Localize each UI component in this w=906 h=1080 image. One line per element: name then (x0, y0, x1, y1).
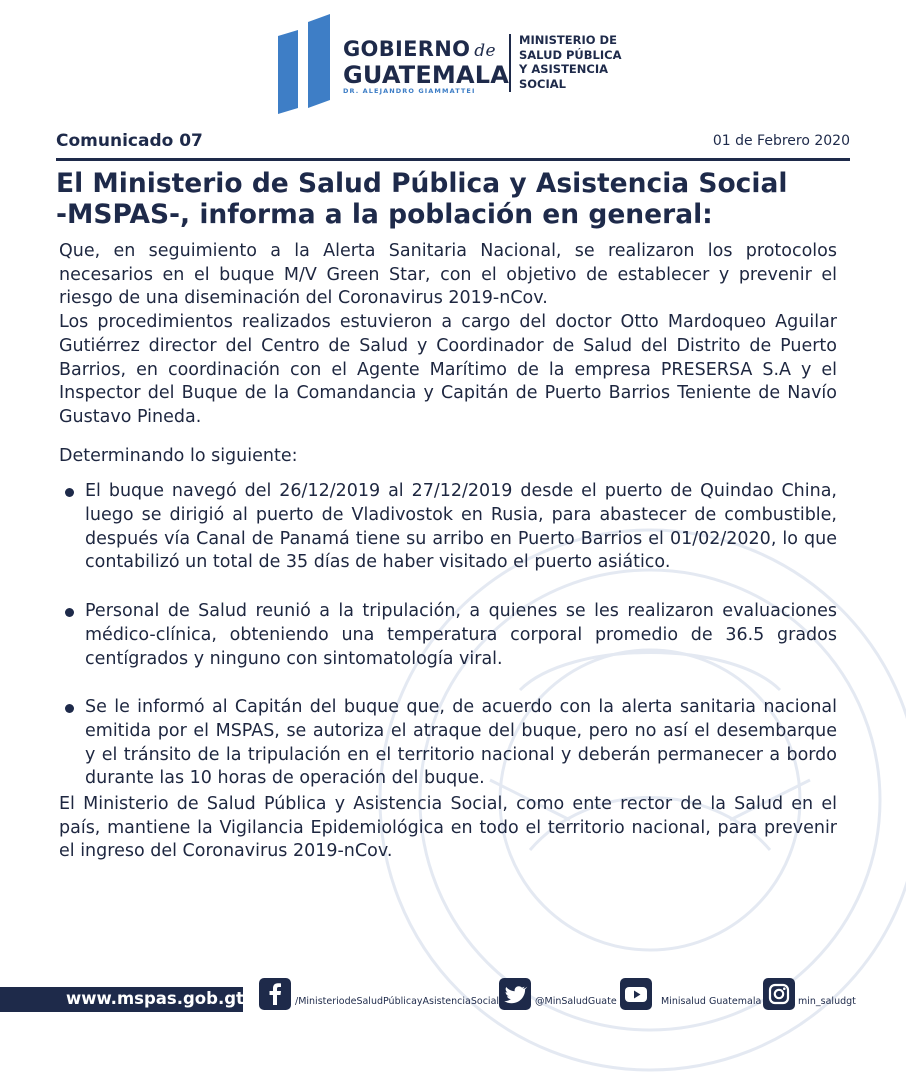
facebook-icon[interactable] (259, 978, 291, 1010)
instagram-handle[interactable]: min_saludgt (798, 996, 856, 1007)
twitter-icon[interactable] (499, 978, 531, 1010)
paragraph-procedures: Los procedimientos realizados estuvieron a cargo del doctor Otto Mardoqueo Aguilar Gutiérrez director del Centro de Salud y Coordinador de Salud del Distrito de Puerto Barrios, en coordinación con el Agente Marítimo de la empresa PRESERSA S.A y el Inspector del Buque de la Comandancia y Capitán de Puerto Barrios Teniente de Navío Gustavo Pineda. (59, 312, 837, 427)
bullet-icon (65, 608, 74, 617)
communique-date: 01 de Febrero 2020 (712, 133, 850, 149)
brand-subtitle: DR. ALEJANDRO GIAMMATTEI (343, 87, 476, 95)
title-line2: -MSPAS-, informa a la población en general: (56, 199, 713, 230)
list-item (59, 480, 837, 575)
communique-body (59, 240, 837, 864)
website-link[interactable]: www.mspas.gob.gt (66, 989, 244, 1008)
communique-number: Comunicado 07 (56, 131, 203, 151)
youtube-handle[interactable]: Minisalud Guatemala (661, 996, 762, 1007)
brand-wordmark (343, 37, 510, 95)
list-item (59, 600, 837, 671)
title-line1: El Ministerio de Salud Pública y Asistencia Social (56, 168, 788, 199)
header-rule (56, 158, 850, 161)
findings-list (59, 480, 837, 791)
paragraph-intro: Que, en seguimiento a la Alerta Sanitaria Nacional, se realizaron los protocolos necesarios en el buque M/V Green Star, con el objetivo de establecer y prevenir el riesgo de una diseminación del Coronavirus 2019-nCov. (59, 241, 837, 309)
ministry-line: MINISTERIO DE (519, 33, 617, 47)
instagram-icon[interactable] (763, 978, 795, 1010)
facebook-handle[interactable]: /MinisteriodeSaludPúblicayAsistenciaSocial (295, 996, 500, 1007)
brand-line2: GUATEMALA (343, 61, 510, 89)
brand-de: de (474, 41, 496, 61)
list-item (59, 696, 837, 791)
bullet-icon (65, 488, 74, 497)
gobierno-logo-icon (276, 14, 332, 114)
list-item-text: El buque navegó del 26/12/2019 al 27/12/2019 desde el puerto de Quindao China, luego se dirigió al puerto de Vladivostok en Rusia, para abastecer de combustible, después vía Canal de Panamá tiene su arribo en Puerto Barrios el 01/02/2020, lo que contabilizó un total de 35 días de haber visitado el puerto asiático. (85, 481, 837, 573)
bullet-icon (65, 704, 74, 713)
header-divider (509, 34, 511, 92)
ministry-line: SOCIAL (519, 76, 567, 91)
list-item-text: Se le informó al Capitán del buque que, de acuerdo con la alerta sanitaria nacional emitida por el MSPAS, se autoriza el atraque del buque, pero no así el desembarque y el tránsito de la tripulación en el territorio nacional y deberán permanecer a bordo durante las 10 horas de operación del buque. (85, 697, 837, 789)
paragraph-closing: El Ministerio de Salud Pública y Asistencia Social, como ente rector de la Salud en el país, mantiene la Vigilancia Epidemiológica en todo el territorio nacional, para prevenir el ingreso del Coronavirus 2019-nCov. (59, 794, 837, 862)
twitter-handle[interactable]: @MinSaludGuate (535, 996, 617, 1007)
ministry-line: SALUD PÚBLICA (519, 47, 622, 62)
list-item-text: Personal de Salud reunió a la tripulación, a quienes se les realizaron evaluaciones médico-clínica, obteniendo una temperatura corporal promedio de 36.5 grados centígrados y ninguno con sintomatología viral. (85, 601, 837, 669)
brand-line1: GOBIERNO (343, 37, 471, 61)
page-title (56, 168, 856, 230)
ministry-line: Y ASISTENCIA (519, 62, 609, 76)
paragraph-determining: Determinando lo siguiente: (59, 445, 298, 466)
youtube-icon[interactable] (620, 978, 652, 1010)
ministry-name (519, 33, 621, 91)
